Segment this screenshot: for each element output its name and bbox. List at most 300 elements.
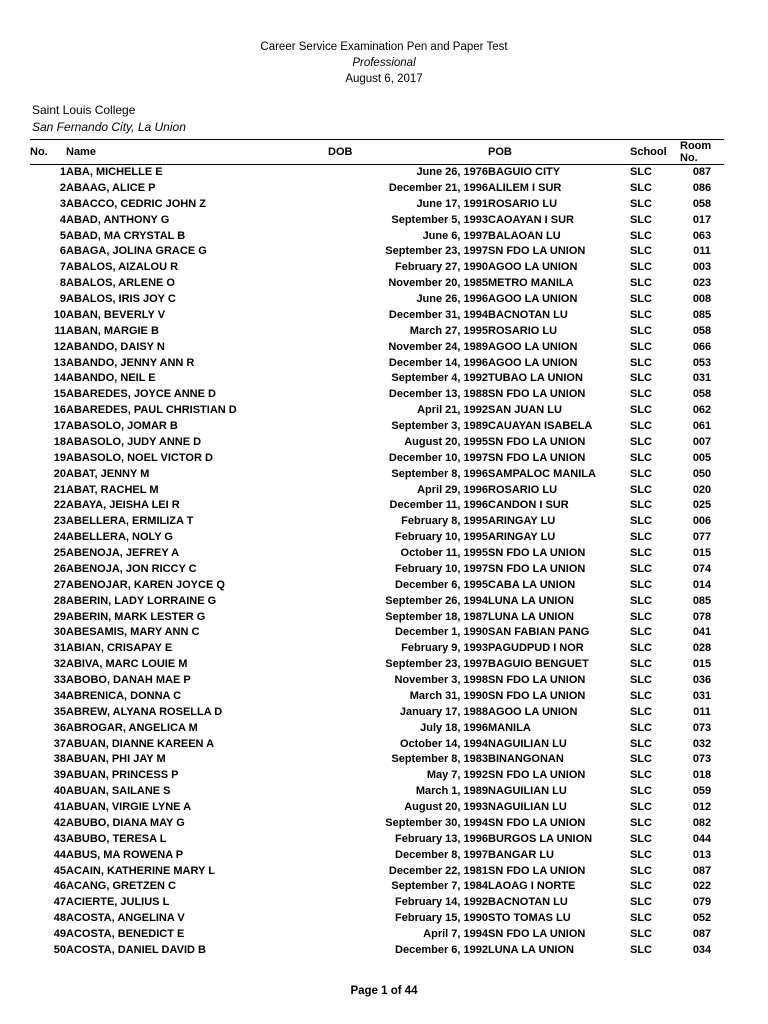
place-of-birth: ALILEM I SUR [488,181,562,194]
document-title: Career Service Examination Pen and Paper Test [260,41,508,53]
table-row [30,848,724,864]
place-of-birth: NAGUILIAN LU [488,785,567,798]
date-of-birth: December 10, 1997 [388,451,488,464]
school-code: SLC [630,277,652,290]
date-of-birth: November 20, 1985 [388,277,488,290]
school-code: SLC [630,483,652,496]
place-of-birth: SN FDO LA UNION [488,816,586,829]
row-number: 6 [59,245,66,258]
date-of-birth: December 22, 1981 [388,864,488,877]
school-code: SLC [630,435,652,448]
table-row [30,467,724,483]
column-header-pob: POB [488,140,630,165]
school-code: SLC [630,769,652,782]
table-row [30,657,724,673]
examinee-name: ACIERTE, JULIUS L [66,896,170,909]
school-code: SLC [630,308,652,321]
row-number: 19 [53,451,66,464]
room-number: 034 [692,943,712,956]
table-row [30,800,724,816]
table-row [30,816,724,832]
room-number: 025 [692,499,712,512]
date-of-birth: September 23, 1997 [385,658,488,671]
school-code: SLC [630,213,652,226]
date-of-birth: July 18, 1996 [420,721,488,734]
date-of-birth: November 24, 1989 [388,340,488,353]
school-code: SLC [630,293,652,305]
school-code: SLC [630,832,652,845]
row-number: 5 [59,229,66,242]
date-of-birth: September 7, 1984 [391,880,488,893]
place-of-birth: CABA LA UNION [488,578,576,591]
examinee-name: ABERIN, MARK LESTER G [66,610,206,623]
room-number: 086 [692,181,712,194]
place-of-birth: LAOAG I NORTE [488,880,576,893]
date-of-birth: September 5, 1993 [391,213,488,226]
column-header-room: Room No. [680,140,724,165]
room-number: 059 [692,785,712,798]
date-of-birth: December 21, 1996 [388,181,488,194]
examinee-name: ACAIN, KATHERINE MARY L [66,864,215,877]
row-number: 34 [53,689,66,702]
place-of-birth: BAGUIO CITY [488,166,561,178]
school-code: SLC [630,531,652,544]
table-row [30,387,724,403]
school-code: SLC [630,721,652,734]
examinee-name: ACOSTA, ANGELINA V [66,912,185,925]
table-row [30,625,724,641]
place-of-birth: SAN FABIAN PANG [488,626,590,639]
room-number: 087 [692,166,712,178]
table-row [30,641,724,657]
row-number: 21 [53,483,66,496]
date-of-birth: December 6, 1992 [395,943,488,956]
examinee-name: ABAGA, JOLINA GRACE G [66,245,207,258]
school-code: SLC [630,197,652,210]
examinee-name: ABAAG, ALICE P [66,181,156,194]
place-of-birth: BURGOS LA UNION [488,832,593,845]
school-code: SLC [630,912,652,925]
place-of-birth: ROSARIO LU [488,324,558,337]
room-number: 079 [692,896,712,909]
examinee-name: ABASOLO, JUDY ANNE D [66,435,202,448]
table-row [30,229,724,245]
examinee-name: ABENOJAR, KAREN JOYCE Q [66,578,225,591]
room-number: 015 [692,547,712,559]
examinee-name: ABALOS, IRIS JOY C [66,293,176,305]
date-of-birth: September 30, 1994 [385,816,488,829]
date-of-birth: June 26, 1976 [416,166,488,178]
row-number: 28 [53,594,66,607]
room-number: 014 [692,578,712,591]
page-number: Page 1 of 44 [350,985,418,997]
table-row [30,244,724,260]
date-of-birth: February 8, 1995 [401,515,488,528]
examinee-table [30,140,724,959]
place-of-birth: BAGUIO BENGUET [488,658,589,671]
place-of-birth: ARINGAY LU [488,515,556,528]
room-number: 061 [692,420,712,432]
table-row [30,673,724,689]
place-of-birth: SN FDO LA UNION [488,435,586,448]
row-number: 20 [53,467,66,480]
row-number: 7 [59,261,66,274]
table-row [30,514,724,530]
examinee-name: ABOBO, DANAH MAE P [66,674,191,686]
place-of-birth: ARINGAY LU [488,531,556,544]
row-number: 23 [53,515,66,528]
room-number: 085 [692,594,712,607]
examinee-name: ABUBO, TERESA L [66,832,167,845]
school-code: SLC [630,499,652,512]
examinee-name: ABELLERA, NOLY G [66,531,173,544]
place-of-birth: BANGAR LU [488,848,554,861]
room-number: 006 [692,515,712,528]
row-number: 39 [53,769,66,782]
place-of-birth: LUNA LA UNION [488,594,574,607]
room-number: 005 [692,451,712,464]
table-row [30,705,724,721]
examinee-name: ABALOS, ARLENE O [66,277,175,290]
table-row [30,371,724,387]
examinee-name: ABUAN, SAILANE S [66,785,171,798]
row-number: 29 [53,610,66,623]
table-header-row [30,140,724,165]
examinee-name: ABAREDES, JOYCE ANNE D [66,388,216,401]
place-of-birth: AGOO LA UNION [488,261,578,274]
row-number: 45 [53,864,66,877]
school-code: SLC [630,785,652,798]
row-number: 48 [53,912,66,925]
school-code: SLC [630,737,652,750]
date-of-birth: April 21, 1992 [417,404,488,417]
room-number: 011 [693,705,711,718]
date-of-birth: January 17, 1988 [399,705,488,718]
row-number: 44 [53,848,66,861]
row-number: 31 [53,642,66,655]
table-row [30,832,724,848]
table-row [30,324,724,340]
row-number: 13 [53,356,66,369]
examinee-name: ACOSTA, BENEDICT E [66,928,185,940]
examinee-name: ABENOJA, JEFREY A [66,547,180,559]
date-of-birth: August 20, 1995 [404,435,488,448]
examinee-name: ABANDO, NEIL E [66,372,156,385]
school-code: SLC [630,626,652,639]
examinee-name: ABAN, MARGIE B [66,324,159,337]
date-of-birth: September 26, 1994 [385,594,488,607]
row-number: 37 [53,737,66,750]
school-code: SLC [630,705,652,718]
table-row [30,419,724,435]
row-number: 14 [53,372,66,385]
row-number: 2 [59,181,66,194]
place-of-birth: AGOO LA UNION [488,705,578,718]
room-number: 031 [692,689,712,702]
table-row [30,498,724,514]
row-number: 40 [53,785,66,798]
date-of-birth: December 1, 1990 [395,626,488,639]
examinee-name: ABIAN, CRISAPAY E [66,642,173,655]
date-of-birth: September 8, 1996 [391,467,488,480]
date-of-birth: December 13, 1988 [388,388,488,401]
room-number: 052 [692,912,712,925]
examinee-name: ABALOS, AIZALOU R [66,261,179,274]
table-row [30,213,724,229]
room-number: 012 [692,801,712,813]
date-of-birth: October 14, 1994 [399,737,488,750]
school-code: SLC [630,340,652,353]
row-number: 30 [53,626,66,639]
examinee-name: ABELLERA, ERMILIZA T [66,515,194,528]
examinee-name: ABREW, ALYANA ROSELLA D [66,705,223,718]
examinee-name: ABAN, BEVERLY V [66,308,166,321]
table-row [30,276,724,292]
table-row [30,435,724,451]
row-number: 42 [53,816,66,829]
column-header-no: No. [30,140,66,165]
room-number: 078 [692,610,712,623]
table-row [30,451,724,467]
examinee-name: ABUAN, DIANNE KAREEN A [66,737,215,750]
school-code: SLC [630,943,652,956]
room-number: 031 [692,372,712,385]
school-code: SLC [630,658,652,671]
table-row [30,943,724,959]
row-number: 17 [53,420,66,432]
room-number: 015 [692,658,712,671]
date-of-birth: September 8, 1983 [391,753,488,766]
school-code: SLC [630,181,652,194]
examinee-name: ABACCO, CEDRIC JOHN Z [66,197,206,210]
place-of-birth: SN FDO LA UNION [488,689,586,702]
school-code: SLC [630,404,652,417]
room-number: 008 [692,293,712,305]
date-of-birth: March 1, 1989 [415,785,488,798]
table-row [30,340,724,356]
room-number: 087 [692,864,712,877]
table-row [30,895,724,911]
place-of-birth: SN FDO LA UNION [488,451,586,464]
school-code: SLC [630,578,652,591]
table-row [30,197,724,213]
examinee-name: ABAD, MA CRYSTAL B [66,229,186,242]
place-of-birth: CAOAYAN I SUR [488,213,574,226]
room-number: 013 [692,848,712,861]
school-code: SLC [630,880,652,893]
place-of-birth: NAGUILIAN LU [488,737,567,750]
room-number: 058 [692,324,712,337]
date-of-birth: May 7, 1992 [426,769,488,782]
row-number: 26 [53,562,66,575]
row-number: 9 [59,293,66,305]
table-row [30,721,724,737]
examinee-name: ABAD, ANTHONY G [66,213,170,226]
examinee-name: ABRENICA, DONNA C [66,689,182,702]
place-of-birth: SN FDO LA UNION [488,674,586,686]
examinee-name: ACANG, GRETZEN C [66,880,176,893]
row-number: 25 [53,547,66,559]
place-of-birth: AGOO LA UNION [488,293,578,305]
table-row [30,308,724,324]
place-of-birth: SN FDO LA UNION [488,562,586,575]
school-code: SLC [630,896,652,909]
row-number: 18 [53,435,66,448]
examinee-name: ABAREDES, PAUL CHRISTIAN D [66,404,237,417]
column-header-dob: DOB [328,140,488,165]
place-of-birth: LUNA LA UNION [488,943,574,956]
table-row [30,689,724,705]
school-name: Saint Louis College [32,103,136,117]
place-of-birth: CAUAYAN ISABELA [488,420,593,432]
room-number: 023 [692,277,712,290]
examinee-name: ABUAN, VIRGIE LYNE A [66,801,192,813]
row-number: 22 [53,499,66,512]
table-row [30,911,724,927]
school-code: SLC [630,864,652,877]
date-of-birth: June 17, 1991 [416,197,488,210]
place-of-birth: STO TOMAS LU [488,912,571,925]
place-of-birth: TUBAO LA UNION [488,372,583,385]
table-row [30,737,724,753]
place-of-birth: SN FDO LA UNION [488,864,586,877]
examinee-name: ABANDO, DAISY N [66,340,165,353]
row-number: 36 [53,721,66,734]
date-of-birth: February 15, 1990 [395,912,488,925]
row-number: 33 [53,674,66,686]
room-number: 041 [692,626,712,639]
place-of-birth: AGOO LA UNION [488,356,578,369]
school-code: SLC [630,261,652,274]
place-of-birth: LUNA LA UNION [488,610,574,623]
place-of-birth: ROSARIO LU [488,197,558,210]
date-of-birth: December 8, 1997 [395,848,488,861]
date-of-birth: February 27, 1990 [395,261,488,274]
table-row [30,864,724,880]
examinee-name: ABENOJA, JON RICCY C [66,562,197,575]
place-of-birth: METRO MANILA [488,277,574,290]
examinee-name: ABUAN, PHI JAY M [66,753,166,766]
table-row [30,879,724,895]
date-of-birth: February 9, 1993 [401,642,488,655]
date-of-birth: December 11, 1996 [389,499,488,512]
room-number: 018 [692,769,712,782]
examinee-name: ABA, MICHELLE E [66,166,163,178]
school-code: SLC [630,547,652,559]
row-number: 49 [53,928,66,940]
row-number: 15 [53,388,66,401]
place-of-birth: SN FDO LA UNION [488,245,586,258]
date-of-birth: November 3, 1998 [394,674,488,686]
school-code: SLC [630,594,652,607]
table-row [30,181,724,197]
exam-date: August 6, 2017 [345,73,423,85]
row-number: 27 [53,578,66,591]
date-of-birth: September 23, 1997 [385,245,488,258]
room-number: 017 [692,213,712,226]
place-of-birth: SN FDO LA UNION [488,769,586,782]
school-code: SLC [630,562,652,575]
school-code: SLC [630,610,652,623]
date-of-birth: August 20, 1993 [404,801,488,813]
table-row [30,752,724,768]
examinee-name: ABANDO, JENNY ANN R [66,356,195,369]
table-row [30,483,724,499]
room-number: 050 [692,467,712,480]
date-of-birth: June 26, 1996 [416,293,488,305]
table-row [30,578,724,594]
table-row [30,562,724,578]
room-number: 058 [692,197,712,210]
school-code: SLC [630,928,652,940]
examinee-name: ABAYA, JEISHA LEI R [66,499,180,512]
school-code: SLC [630,372,652,385]
table-row [30,165,724,181]
school-code: SLC [630,229,652,242]
room-number: 036 [692,674,712,686]
place-of-birth: SAN JUAN LU [488,404,562,417]
place-of-birth: BACNOTAN LU [488,896,568,909]
date-of-birth: December 14, 1996 [388,356,488,369]
table-row [30,784,724,800]
school-code: SLC [630,356,652,369]
date-of-birth: February 14, 1992 [395,896,488,909]
room-number: 082 [692,816,712,829]
table-row [30,403,724,419]
room-number: 044 [692,832,712,845]
examinee-name: ACOSTA, DANIEL DAVID B [66,943,206,956]
examinee-name: ABIVA, MARC LOUIE M [66,658,188,671]
table-row [30,610,724,626]
school-code: SLC [630,388,652,401]
date-of-birth: March 31, 1990 [409,689,488,702]
room-number: 062 [692,404,712,417]
place-of-birth: BALAOAN LU [488,229,561,242]
date-of-birth: April 29, 1996 [417,483,488,496]
row-number: 1 [59,166,66,178]
place-of-birth: AGOO LA UNION [488,340,578,353]
place-of-birth: BINANGONAN [488,753,564,766]
school-code: SLC [630,515,652,528]
place-of-birth: PAGUDPUD I NOR [488,642,584,655]
date-of-birth: June 6, 1997 [422,229,488,242]
examinee-name: ABERIN, LADY LORRAINE G [66,594,217,607]
room-number: 074 [692,562,712,575]
row-number: 10 [53,308,66,321]
table-row [30,768,724,784]
row-number: 43 [53,832,66,845]
room-number: 085 [692,308,712,321]
examinee-name: ABAT, RACHEL M [66,483,159,496]
place-of-birth: SN FDO LA UNION [488,928,586,940]
school-code: SLC [630,245,652,258]
date-of-birth: December 6, 1995 [395,578,488,591]
row-number: 47 [53,896,66,909]
examinee-name: ABUBO, DIANA MAY G [66,816,185,829]
date-of-birth: December 31, 1994 [388,308,488,321]
school-code: SLC [630,420,652,432]
room-number: 022 [692,880,712,893]
table-row [30,530,724,546]
place-of-birth: BACNOTAN LU [488,308,568,321]
examinee-name: ABUAN, PRINCESS P [66,769,179,782]
room-number: 073 [692,721,712,734]
room-number: 020 [692,483,712,496]
room-number: 007 [692,435,712,448]
row-number: 41 [53,801,66,813]
school-location: San Fernando City, La Union [32,120,186,134]
room-number: 053 [692,356,712,369]
